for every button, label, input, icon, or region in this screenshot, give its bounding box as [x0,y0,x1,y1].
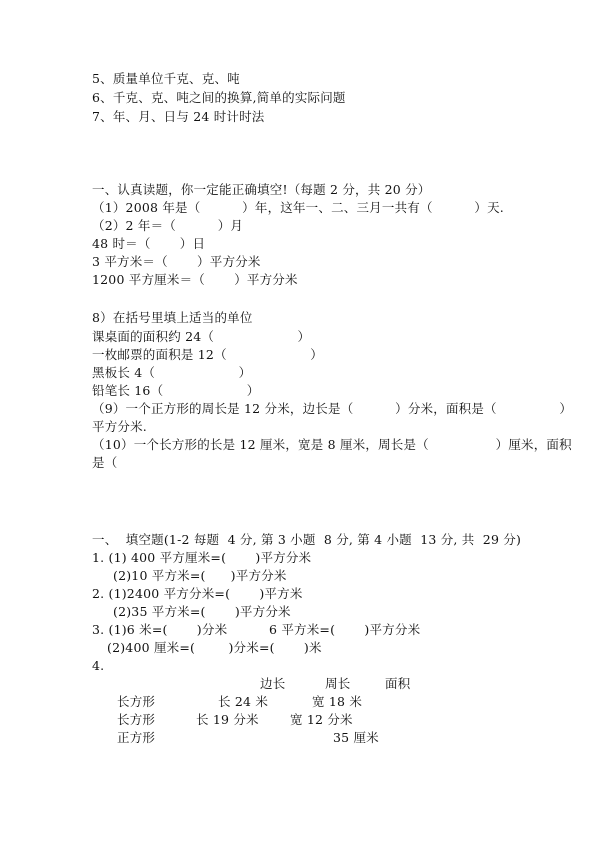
fill-2-2: (2)35 平方米=( )平方分米 [113,604,291,619]
fill-1-2: (2)10 平方米=( )平方分米 [113,568,287,583]
question-5: 1200 平方厘米＝（ ）平方分米 [92,272,298,287]
fill-1-1: 1. (1) 400 平方厘米=( )平方分米 [92,550,312,565]
question-10-line-1: （10）一个长方形的长是 12 厘米，宽是 8 厘米，周长是（ ）厘米，面积 [92,437,572,452]
question-1: （1）2008 年是（ ）年，这年一、二、三月一共有（ ）天. [92,200,504,215]
question-9-line-1: （9）一个正方形的周长是 12 分米，边长是（ ）分米，面积是（ ） [92,401,573,416]
table-row-3-shape: 正方形 [117,730,156,745]
table-row-2-shape: 长方形 [117,712,156,727]
question-4: 3 平方米＝（ ）平方分米 [92,254,261,269]
question-8-item-desk: 课桌面的面积约 24（ ） [92,329,311,344]
fill-3-1: 3. (1)6 米=( )分米 6 平方米=( )平方分米 [92,622,421,637]
table-row-1-shape: 长方形 [117,694,156,709]
question-8-item-stamp: 一枚邮票的面积是 12（ ） [92,347,323,362]
table-row-2-length: 长 19 分米 [196,712,259,727]
table-header-side: 边长 [260,676,286,691]
question-2: （2）2 年＝（ ）月 [92,218,244,233]
question-9-line-2: 平方分米. [92,419,147,434]
table-row-1-length: 长 24 米 [218,694,269,709]
question-8-item-pencil: 铅笔长 16（ ） [92,383,260,398]
table-row-1-width: 宽 18 米 [312,694,363,709]
topic-5: 5、质量单位千克、克、吨 [92,71,240,86]
table-row-3-side: 35 厘米 [333,730,379,745]
topic-6: 6、千克、克、吨之间的换算,简单的实际问题 [92,90,346,105]
section1-heading: 一、认真读题，你一定能正确填空!（每题 2 分，共 20 分） [92,182,431,197]
fill-3-2: (2)400 厘米=( )分米=( )米 [107,640,322,655]
fill-2-1: 2. (1)2400 平方分米=( )平方米 [92,586,303,601]
question-3: 48 时＝（ ）日 [92,236,206,251]
question-8-heading: 8）在括号里填上适当的单位 [92,310,253,325]
fill-4-label: 4. [92,658,105,673]
table-header-perimeter: 周长 [325,676,351,691]
table-header-area: 面积 [385,676,411,691]
topic-7: 7、年、月、日与 24 时计时法 [92,109,265,124]
section2-heading: 一、 填空题(1-2 每题 4 分, 第 3 小题 8 分, 第 4 小题 13 分, 共 29 分) [92,532,522,547]
question-10-line-2: 是（ [92,455,118,470]
table-row-2-width: 宽 12 分米 [290,712,353,727]
question-8-item-blackboard: 黑板长 4（ ） [92,365,252,380]
